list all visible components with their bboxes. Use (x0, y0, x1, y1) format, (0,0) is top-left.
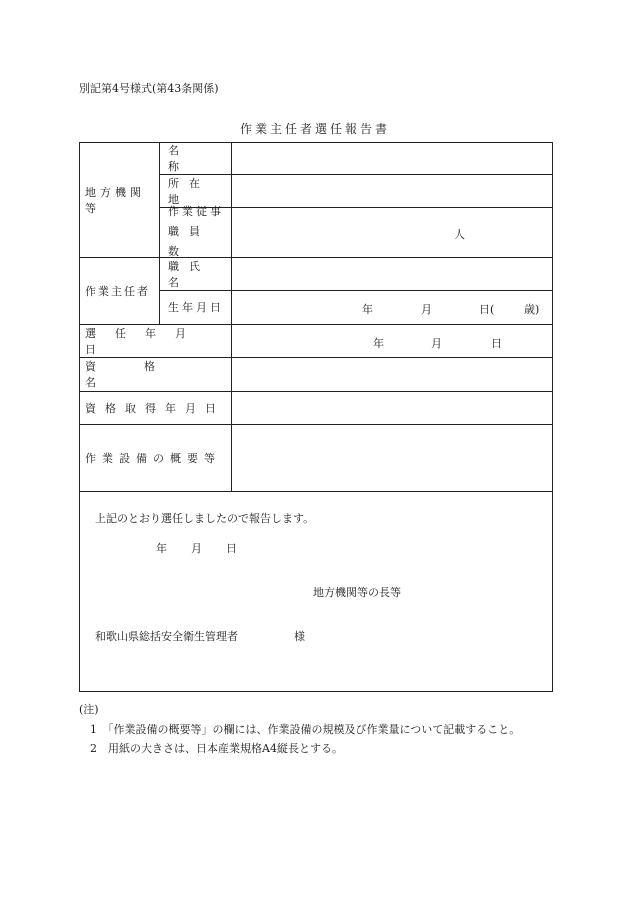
appoint-month-label: 月 (431, 337, 442, 350)
section-chief-label: 作業主任者 (85, 284, 150, 298)
qualification-date-label: 資格取得年月日 (85, 401, 225, 415)
appointment-date-label: 選任年月日 (85, 326, 205, 356)
name-label: 名称 (168, 144, 215, 173)
qualification-date-field[interactable] (232, 392, 552, 424)
staff-label-line2: 職員数 (168, 225, 210, 258)
form-reference: 別記第4号様式(第43条関係) (79, 82, 219, 95)
report-statement: 上記のとおり選任しましたので報告します。 (95, 512, 315, 525)
report-date-year: 年 (156, 542, 167, 555)
birthdate-label: 生年月日 (168, 301, 224, 314)
report-to: 和歌山県総括安全衛生管理者 (95, 630, 238, 643)
report-honorific: 様 (294, 630, 305, 643)
appoint-day-label: 日 (491, 337, 502, 350)
staff-label (168, 207, 226, 257)
birth-age-label: 歳) (524, 303, 540, 316)
appointment-date-field[interactable] (232, 325, 552, 357)
birthdate-field[interactable] (232, 291, 552, 324)
report-from: 地方機関等の長等 (313, 586, 401, 599)
birth-month-label: 月 (421, 303, 432, 316)
location-label: 所在地 (168, 176, 210, 206)
name-field[interactable] (232, 143, 552, 174)
staff-unit: 人 (454, 228, 465, 241)
qualification-label: 資格名 (85, 360, 203, 389)
equipment-field[interactable] (232, 425, 552, 491)
report-date-day: 日 (226, 542, 237, 555)
note-item-1: 1 「作業設備の概要等」の欄には、作業設備の規模及び作業量について記載すること。 (90, 723, 521, 736)
location-field[interactable] (232, 175, 552, 207)
section-agency-label: 地方機関等 (85, 185, 145, 215)
staff-label-line1: 作業従事 (168, 205, 224, 218)
appoint-year-label: 年 (373, 337, 384, 350)
position-name-field[interactable] (232, 258, 552, 290)
form-title: 作業主任者選任報告書 (239, 122, 390, 136)
qualification-field[interactable] (232, 358, 552, 391)
notes-header: (注) (79, 703, 99, 716)
birth-day-label: 日( (479, 303, 495, 316)
note-item-2: 2 用紙の大きさは、日本産業規格A4縦長とする。 (90, 742, 343, 755)
report-date-month: 月 (191, 542, 202, 555)
birth-year-label: 年 (362, 303, 373, 316)
staff-count-field[interactable] (232, 208, 552, 257)
equipment-label: 作業設備の概要等 (85, 451, 221, 465)
position-name-label: 職氏名 (168, 259, 210, 289)
